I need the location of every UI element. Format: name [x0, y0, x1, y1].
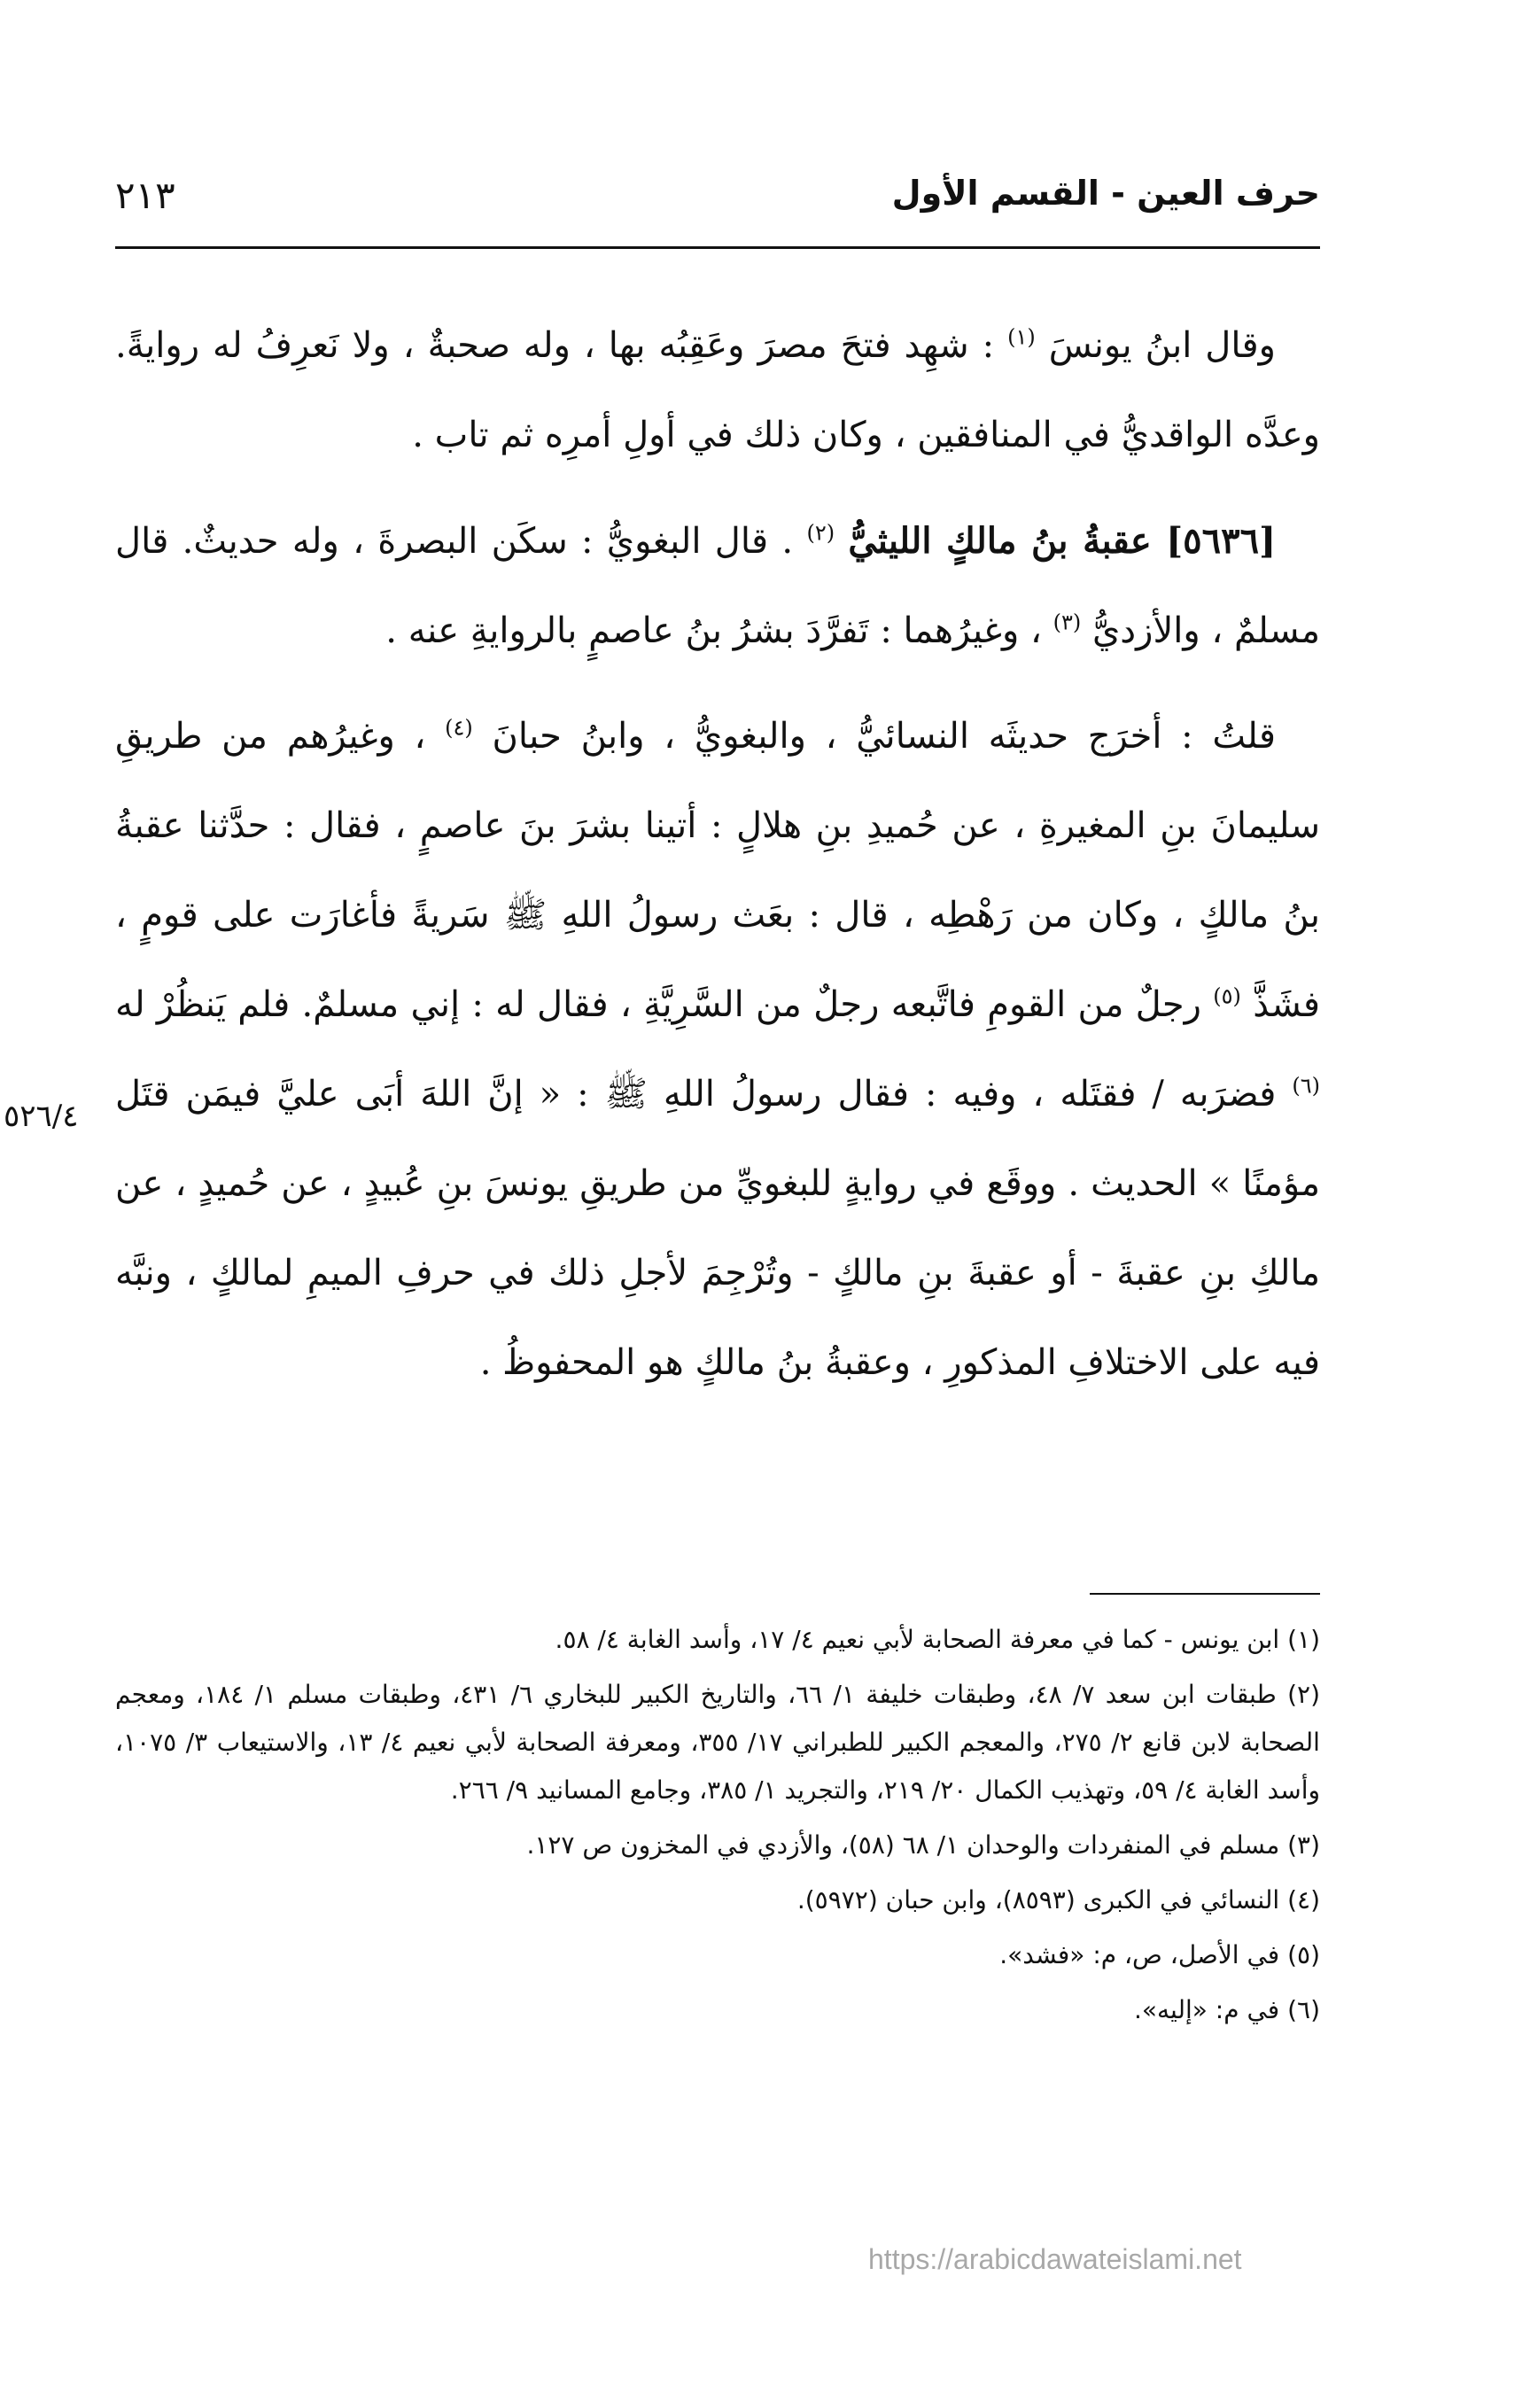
- footnote-5: (٥) في الأصل، ص، م: «فشد».: [999, 1940, 1320, 1969]
- text-run: ، وغيرُهما : تَفرَّدَ بشرُ بنُ عاصمٍ بالروايةِ عنه .: [385, 610, 1042, 651]
- footnote-1: (١) ابن يونس - كما في معرفة الصحابة لأبي نعيم ٤/ ١٧، وأسد الغابة ٤/ ٥٨.: [555, 1625, 1320, 1654]
- text-run: : شهِد فتحَ مصرَ وعَقِبُه بها ، وله صحبةٌ ، ولا نَعرِفُ له روايةً. وعدَّه الواقديُّ في المنافقين ، وكان ذلك في أولِ أمرِه ثم تاب .: [115, 325, 1320, 455]
- running-title: حرف العين - القسم الأول: [891, 174, 1320, 213]
- footnote-ref-1: (١): [1007, 324, 1036, 350]
- footnote-ref-5: (٥): [1213, 983, 1241, 1009]
- footnote-ref-4: (٤): [445, 715, 473, 741]
- footnote-separator: [1090, 1593, 1320, 1595]
- text-run: وقال ابنُ يونسَ: [1048, 325, 1276, 366]
- paragraph-3: [115, 692, 1320, 1408]
- header-rule: [115, 246, 1320, 249]
- footnote-2: (٢) طبقات ابن سعد ٧/ ٤٨، وطبقات خليفة ١/ ٦٦، والتاريخ الكبير للبخاري ٦/ ٤٣١، وطبقات مسلم ١/ ١٨٤، ومعجم الصحابة لابن قانع ٢/ ٢٧٥، والمعجم الكبير للطبراني ١٧/ ٣٥٥، ومعرفة الصحابة لأبي نعيم ٤/ ١٣، والاستيعاب ٣/ ١٠٧٥، وأسد الغابة ٤/ ٥٩، وتهذيب الكمال ٢٠/ ٢١٩، والتجريد ١/ ٣٨٥، وجامع المسانيد ٩/ ٢٦٦.: [115, 1680, 1320, 1805]
- text-run: فضرَبه / فقتَله ، وفيه : فقال رسولُ اللهِ ﷺ : « إنَّ اللهَ أبَى عليَّ فيمَن قتَل مؤمنًا » الحديث . ووقَع في روايةٍ للبغويِّ من طريقِ يونسَ بنِ عُبيدٍ ، عن حُميدٍ ، عن مالكِ بنِ عقبةَ - أو عقبةَ بنِ مالكٍ - وتُرْجِمَ لأجلِ ذلك في حرفِ الميمِ لمالكٍ ، ونبَّه فيه على الاختلافِ المذكورِ ، وعقبةُ بنُ مالكٍ هو المحفوظُ .: [115, 1074, 1320, 1383]
- footnote-ref-3: (٣): [1053, 610, 1082, 635]
- footnote-ref-2: (٢): [806, 520, 835, 546]
- text-run: رجلٌ من القومِ فاتَّبعه رجلٌ من السَّرِيَّةِ ، فقال له : إني مسلمٌ. فلم يَنظُرْ له: [115, 984, 1201, 1025]
- footnote-4: (٤) النسائي في الكبرى (٨٥٩٣)، وابن حبان (٥٩٧٢).: [796, 1885, 1320, 1915]
- text-run: . قال البغويُّ : سكَن البصرةَ ، وله حديثٌ. قال مسلمٌ ، والأزديُّ: [115, 521, 1320, 651]
- page-number: ٢١٣: [115, 174, 175, 217]
- paragraph-2: [115, 496, 1320, 676]
- text-run: ، وغيرُهم من طريقِ سليمانَ بنِ المغيرةِ ، عن حُميدِ بنِ هلالٍ : أتينا بشرَ بنَ عاصمٍ ، فقال : حدَّثنا عقبةُ بنُ مالكٍ ، وكان من رَهْطِه ، قال : بعَث رسولُ اللهِ ﷺ سَريةً فأغارَت على قومٍ ، فشَذَّ: [115, 716, 1320, 1025]
- margin-volume-page-note: ٥٢٦/٤: [4, 1099, 79, 1134]
- text-run: قلتُ : أخرَج حديثَه النسائيُّ ، والبغويُّ ، وابنُ حبانَ: [492, 716, 1277, 757]
- footnotes: [115, 1616, 1320, 2041]
- paragraph-1: [115, 301, 1320, 480]
- main-text: [115, 301, 1320, 1408]
- watermark-url: https://arabicdawateislami.net: [868, 2243, 1242, 2275]
- page-header: [115, 174, 1320, 236]
- footnote-3: (٣) مسلم في المنفردات والوحدان ١/ ٦٨ (٥٨)، والأزدي في المخزون ص ١٢٧.: [526, 1830, 1320, 1860]
- footnote-ref-6: (٦): [1292, 1073, 1320, 1099]
- entry-heading: [٥٦٣٦] عقبةُ بنُ مالكٍ الليثيُّ: [848, 520, 1277, 562]
- footnote-6: (٦) في م: «إليه».: [1133, 1995, 1320, 2024]
